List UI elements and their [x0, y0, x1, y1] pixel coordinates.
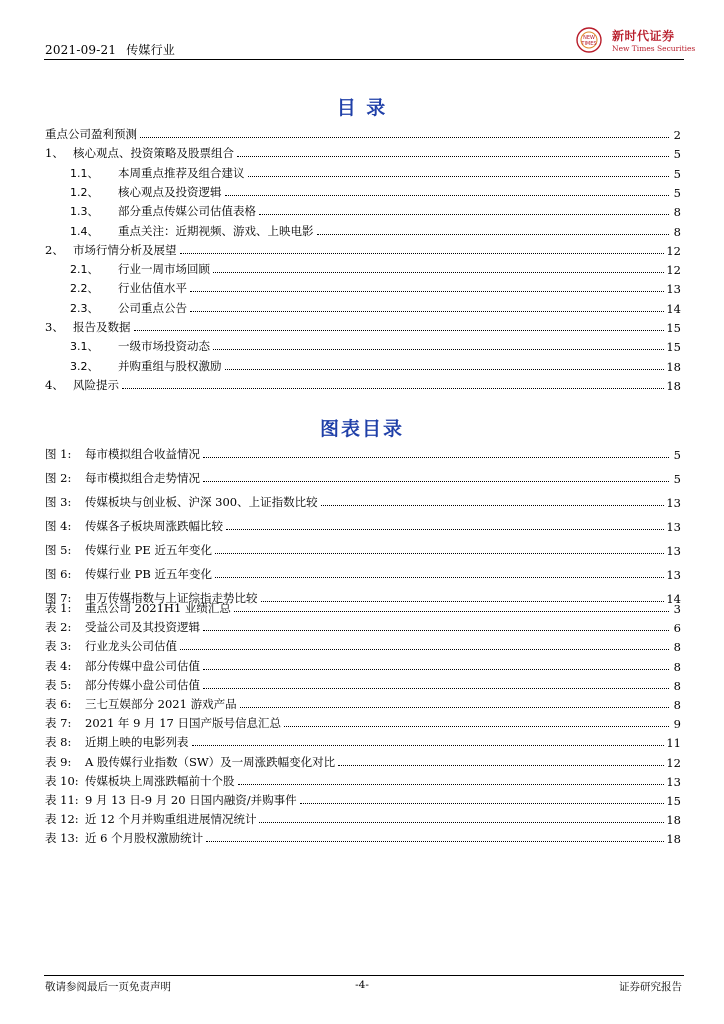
toc-entry[interactable]: 3.1、 一级市场投资动态 15	[70, 339, 681, 355]
toc-entry[interactable]: 1.1、 本周重点推荐及组合建议 5	[70, 165, 681, 181]
footer-disclaimer: 敬请参阅最后一页免责声明	[45, 981, 171, 993]
figure-entry[interactable]: 图 2: 每市模拟组合走势情况 5	[45, 471, 681, 486]
table-entry[interactable]: 表 7: 2021 年 9 月 17 日国产版号信息汇总 9	[45, 716, 681, 732]
figure-entry[interactable]: 图 4: 传媒各子板块周涨跌幅比较 13	[45, 519, 681, 534]
toc-entry[interactable]: 3、 报告及数据 15	[45, 320, 681, 335]
table-entry[interactable]: 表 9: A 股传媒行业指数（SW）及一周涨跌幅变化对比 12	[45, 754, 681, 770]
report-header-info	[45, 41, 181, 58]
table-entry[interactable]: 表 12: 近 12 个月并购重组进展情况统计 18	[45, 812, 681, 828]
report-date: 2021-09-21	[45, 43, 117, 57]
toc-entry[interactable]: 4、 风险提示 18	[45, 377, 681, 393]
page-number: -4-	[355, 979, 369, 991]
table-entry[interactable]: 表 11: 9 月 13 日-9 月 20 日国内融资/并购事件 15	[45, 793, 681, 808]
table-entry[interactable]: 表 8: 近期上映的电影列表 11	[45, 735, 681, 751]
brand-logo	[574, 24, 696, 58]
toc-entry[interactable]: 1、 核心观点、投资策略及股票组合 5	[45, 146, 681, 162]
table-entry[interactable]: 表 3: 行业龙头公司估值 8	[45, 639, 681, 655]
logo-chinese-name: 新时代证券	[612, 29, 675, 43]
table-entry[interactable]: 表 6: 三七互娱部分 2021 游戏产品 8	[45, 697, 681, 712]
svg-text:NEW: NEW	[583, 35, 595, 41]
toc-entry[interactable]: 2.3、 公司重点公告 14	[70, 300, 681, 316]
header-divider	[44, 59, 684, 60]
figures-title: 图表目录	[319, 418, 404, 440]
toc-entry[interactable]: 重点公司盈利预测 2	[45, 127, 681, 142]
figure-entry[interactable]: 图 5: 传媒行业 PE 近五年变化 13	[45, 543, 681, 558]
svg-text:TIMES: TIMES	[581, 41, 597, 47]
figure-entry[interactable]: 图 3: 传媒板块与创业板、沪深 300、上证指数比较 13	[45, 495, 681, 510]
report-industry: 传媒行业	[126, 43, 176, 57]
toc-entry[interactable]: 3.2、 并购重组与股权激励 18	[70, 358, 681, 374]
toc-entry[interactable]: 1.3、 部分重点传媒公司估值表格 8	[70, 204, 681, 220]
toc-entry[interactable]: 2.2、 行业估值水平 13	[70, 281, 681, 297]
table-entry[interactable]: 表 4: 部分传媒中盘公司估值 8	[45, 658, 681, 674]
toc-entry[interactable]: 1.2、 核心观点及投资逻辑 5	[70, 184, 681, 200]
toc-entry[interactable]: 2.1、 行业一周市场回顾 12	[70, 262, 681, 278]
toc-title: 目 录	[336, 97, 388, 119]
footer-divider	[44, 975, 684, 976]
table-entry[interactable]: 表 1: 重点公司 2021H1 业绩汇总 3	[45, 601, 681, 616]
figure-entry[interactable]: 图 1: 每市模拟组合收益情况 5	[45, 447, 681, 462]
table-entry[interactable]: 表 2: 受益公司及其投资逻辑 6	[45, 620, 681, 636]
logo-english-name: New Times Securities	[612, 44, 696, 53]
toc-entry[interactable]: 1.4、 重点关注：近期视频、游戏、上映电影 8	[70, 223, 681, 239]
table-entry[interactable]: 表 13: 近 6 个月股权激励统计 18	[45, 831, 681, 847]
table-entry[interactable]: 表 10: 传媒板块上周涨跌幅前十个股 13	[45, 773, 681, 789]
footer-doc-type: 证券研究报告	[619, 981, 682, 993]
figure-entry[interactable]: 图 6: 传媒行业 PB 近五年变化 13	[45, 567, 681, 582]
table-entry[interactable]: 表 5: 部分传媒小盘公司估值 8	[45, 677, 681, 693]
toc-entry[interactable]: 2、 市场行情分析及展望 12	[45, 242, 681, 258]
new-times-logo-icon	[574, 26, 604, 54]
figure-entry[interactable]: 图 7: 申万传媒指数与上证综指走势比较 14	[45, 591, 681, 606]
